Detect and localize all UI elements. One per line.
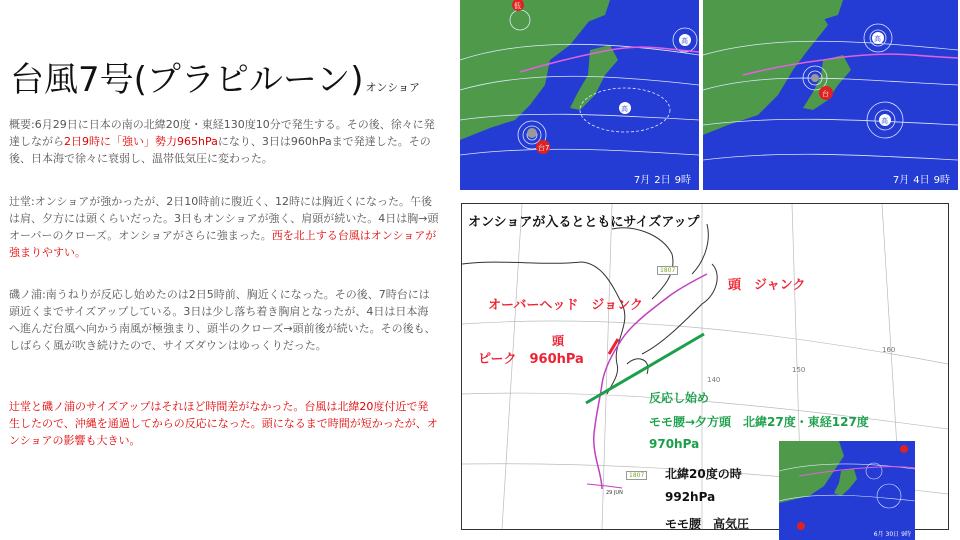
svg-text:29 JUN: 29 JUN — [606, 490, 623, 496]
svg-text:低: 低 — [514, 2, 521, 10]
inset-weather-map-june-30 — [779, 441, 915, 540]
title-main: 台風7号(プラピルーン) — [10, 60, 364, 100]
label-momo-to-head: モモ腰→夕方頭 北緯27度・東経127度 — [649, 415, 869, 429]
label-momo-high: モモ腰 高気圧 — [665, 517, 750, 531]
track-heading: オンショアが入るとともにサイズアップ — [468, 215, 700, 230]
track-date-box-bottom: 1807 — [626, 471, 647, 480]
summary-text: 辻堂と磯ノ浦のサイズアップはそれほど時間差がなかった。台風は北緯20度付近で発生したので、沖縄を通過してからの反応になった。頭になるまで時間が短かったが、オンショアの影響も大きい。 — [9, 400, 438, 447]
title-sub: オンショア — [365, 81, 420, 94]
weather-map-1-graphic — [460, 0, 699, 190]
page-title — [10, 52, 420, 101]
svg-text:高: 高 — [621, 105, 628, 113]
overview-highlight: 2日9時に「強い」勢力965hPa — [64, 135, 218, 148]
svg-text:高: 高 — [881, 117, 888, 125]
isonoura-text: 磯ノ浦:南うねりが反応し始めたのは2日5時前、胸近くになった。その後、7時台には頭近くまでサイズアップしている。3日は少し落ち着き胸肩となったが、4日は日本海へ進んだ台風へ向かう南風が極強まり、頭半のクローズ→頭前後が続いた。その後も、しばらく風が吹き続けたので、サイズダウンはゆっくりだった。 — [9, 288, 436, 352]
inset-map-graphic — [779, 441, 915, 540]
svg-text:160: 160 — [882, 346, 896, 354]
label-head: 頭 — [552, 334, 565, 348]
weather-map-july-2 — [460, 0, 699, 190]
svg-text:台7: 台7 — [538, 144, 550, 152]
weather-map-2-graphic — [703, 0, 958, 190]
svg-text:140: 140 — [707, 376, 721, 384]
tsujido-paragraph — [9, 193, 439, 261]
label-peak: ピーク 960hPa — [478, 352, 584, 367]
map2-date: 7月 4日 9時 — [892, 175, 950, 186]
tsujido-text: 辻堂:オンショアが強かったが、2日10時前に腹近く、12時には胸近くになった。午後は肩、夕方には頭くらいだった。3日もオンショアが強く、肩頭が続いた。4日は胸→頭オーバーのクローズ。オンショアがさらに強まった。 — [9, 195, 439, 242]
label-head-junk: 頭 ジャンク — [728, 278, 806, 293]
overview-text-2: になり、3日は960hPaまで発達した。その後、日本海で徐々に衰弱し、温帯低気圧に変わった。 — [9, 135, 431, 165]
svg-text:150: 150 — [792, 366, 806, 374]
label-overhead-jonk: オーバーヘッド ジョンク — [488, 298, 643, 313]
inset-date: 6月 30日 9時 — [873, 531, 911, 538]
tsujido-highlight: 西を北上する台風はオンショアが強まりやすい。 — [9, 229, 437, 259]
label-lat20: 北緯20度の時 — [665, 467, 742, 481]
label-react-start: 反応し始め — [649, 391, 710, 405]
map1-date: 7月 2日 9時 — [633, 175, 691, 186]
svg-text:高: 高 — [681, 37, 688, 45]
isonoura-paragraph — [9, 286, 439, 354]
overview-paragraph — [9, 116, 439, 167]
svg-text:台: 台 — [822, 90, 829, 98]
svg-text:高: 高 — [874, 35, 881, 43]
overview-text-1: 概要:6月29日に日本の南の北緯20度・東経130度10分で発生する。その後、徐々に発達しながら — [9, 118, 435, 148]
typhoon-track-map — [461, 203, 949, 538]
weather-map-july-4 — [703, 0, 958, 190]
summary-paragraph — [9, 398, 439, 449]
track-date-box-top: 1807 — [657, 266, 678, 275]
label-992hpa: 992hPa — [665, 490, 716, 504]
label-970hpa: 970hPa — [649, 437, 700, 451]
